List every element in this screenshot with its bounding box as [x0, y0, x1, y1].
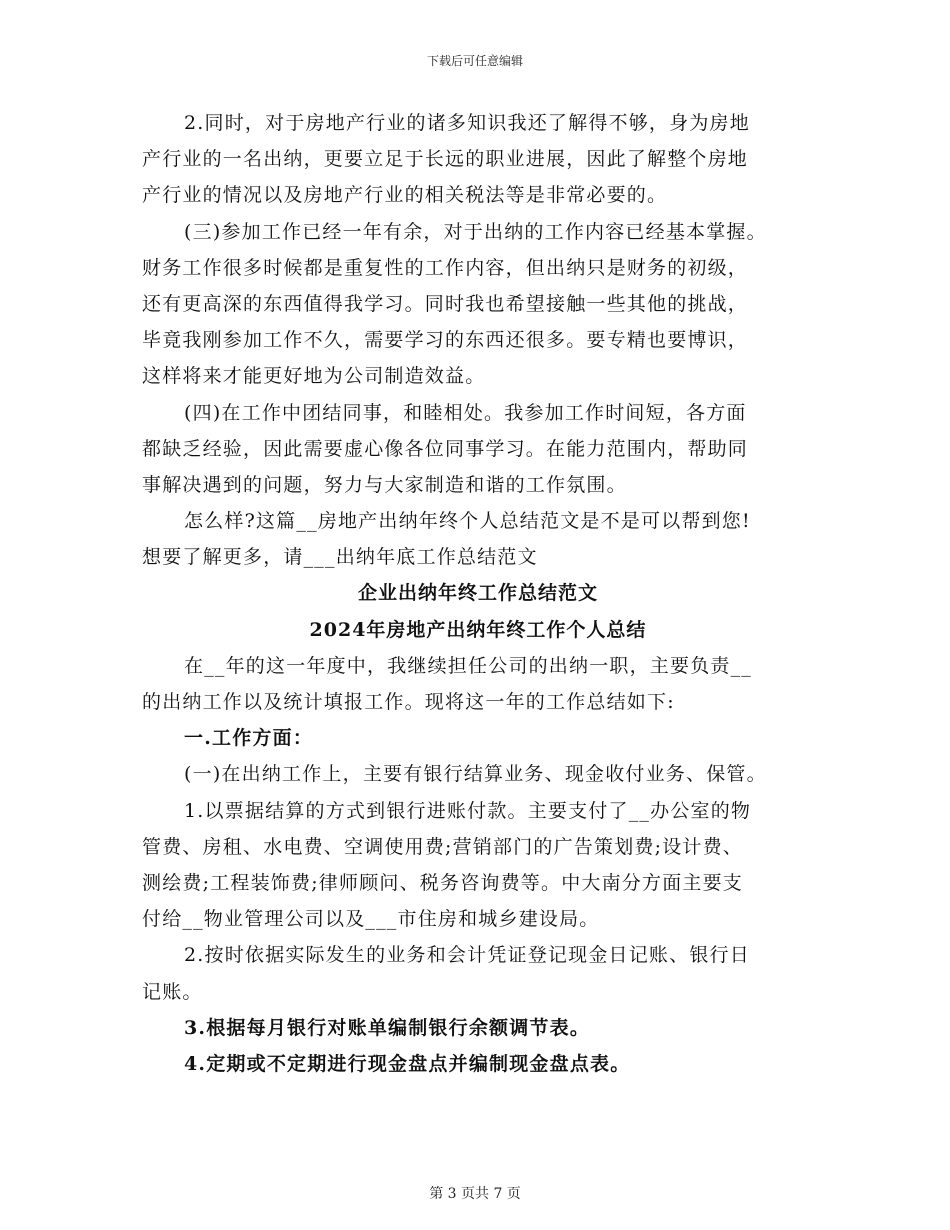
bold-item: 4.定期或不定期进行现金盘点并编制现金盘点表。	[184, 1052, 631, 1075]
section-title: 企业出纳年终工作总结范文	[357, 582, 598, 605]
bold-item: 3.根据每月银行对账单编制银行余额调节表。	[184, 1016, 591, 1039]
paragraph-line: (四)在工作中团结同事，和睦相处。我参加工作时间短，各方面	[184, 401, 747, 424]
paragraph-line: 记账。	[142, 980, 203, 1003]
paragraph-line: 2.同时，对于房地产行业的诸多知识我还了解得不够，身为房地	[184, 112, 750, 134]
paragraph-line: 想要了解更多，请___出纳年底工作总结范文	[142, 546, 538, 569]
paragraph-line: 的出纳工作以及统计填报工作。现将这一年的工作总结如下:	[142, 691, 675, 713]
paragraph-line: 测绘费;工程装饰费;律师顾问、税务咨询费等。中大南分方面主要支	[142, 871, 744, 894]
paragraph-line: 事解决遇到的问题，努力与大家制造和谐的工作氛围。	[142, 473, 627, 496]
paragraph-line: 怎么样?这篇__房地产出纳年终个人总结范文是不是可以帮到您!	[184, 510, 751, 533]
paragraph-line: 还有更高深的东西值得我学习。同时我也希望接触一些其他的挑战，	[142, 292, 749, 315]
paragraph-line: 财务工作很多时候都是重复性的工作内容，但出纳只是财务的初级，	[142, 256, 749, 279]
paragraph-line: 2.按时依据实际发生的业务和会计凭证登记现金日记账、银行日	[184, 944, 750, 967]
document-body	[142, 112, 814, 1089]
paragraph-line: 产行业的一名出纳，更要立足于长远的职业进展，因此了解整个房地	[142, 148, 749, 171]
paragraph-line: (三)参加工作已经一年有余，对于出纳的工作内容已经基本掌握。	[184, 220, 767, 243]
paragraph-line: 毕竟我刚参加工作不久，需要学习的东西还很多。要专精也要博识，	[142, 329, 749, 352]
page-footer: 第 3 页共 7 页	[429, 1186, 521, 1202]
paragraph-line: (一)在出纳工作上，主要有银行结算业务、现金收付业务、保管。	[184, 763, 767, 786]
paragraph-line: 在__年的这一年度中，我继续担任公司的出纳一职，主要负责__	[184, 654, 753, 677]
paragraph-line: 1.以票据结算的方式到银行进账付款。主要支付了__办公室的物	[184, 799, 752, 822]
paragraph-line: 管费、房租、水电费、空调使用费;营销部门的广告策划费;设计费、	[142, 835, 744, 858]
paragraph-line: 产行业的情况以及房地产行业的相关税法等是非常必要的。	[142, 184, 668, 207]
section-heading: 一.工作方面：	[184, 727, 314, 750]
paragraph-line: 这样将来才能更好地为公司制造效益。	[142, 365, 486, 388]
paragraph-line: 付给__物业管理公司以及___市住房和城乡建设局。	[142, 908, 600, 931]
document-title: 2024年房地产出纳年终工作个人总结	[309, 618, 647, 641]
page-header: 下载后可任意编辑	[426, 54, 523, 68]
paragraph-line: 都缺乏经验，因此需要虚心像各位同事学习。在能力范围内，帮助同	[142, 437, 749, 460]
